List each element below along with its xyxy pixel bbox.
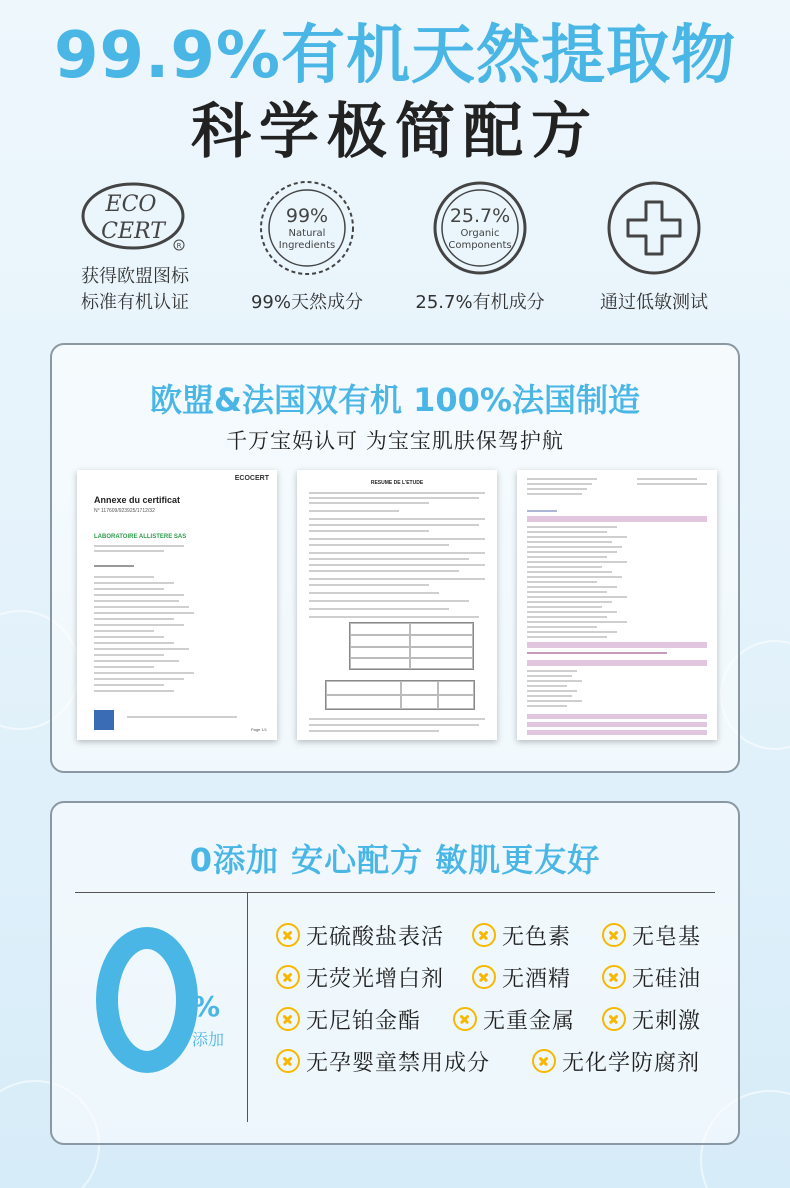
add-label: 添加	[192, 1030, 225, 1049]
certificate-subtitle: 千万宝妈认可 为宝宝肌肤保驾护航	[226, 429, 564, 453]
zero-additive-title: 0添加 安心配方 敏肌更友好	[189, 841, 601, 879]
no-icon	[602, 923, 626, 947]
no-icon	[532, 1049, 556, 1073]
feature-item: 无硫酸盐表活	[276, 917, 444, 953]
feature-item: 无尼铂金酯	[276, 1001, 421, 1037]
svg-text:ECO: ECO	[105, 192, 157, 217]
no-icon	[602, 965, 626, 989]
document-page: Page 1/1	[250, 727, 267, 732]
svg-text:0: 0	[146, 1000, 148, 1001]
badge-caption: 25.7%有机成分	[415, 292, 545, 313]
svg-text:99%: 99%	[285, 205, 329, 227]
document-title: RESUME DE L'ETUDE	[370, 480, 424, 486]
certificate-title: 欧盟&法国双有机 100%法国制造	[150, 381, 640, 419]
no-icon	[472, 965, 496, 989]
svg-text:Components: Components	[448, 240, 512, 251]
feature-item: 无化学防腐剂	[532, 1043, 700, 1079]
svg-text:Ingredients: Ingredients	[278, 240, 336, 251]
certificate-document-image	[77, 470, 277, 740]
feature-item: 无孕婴童禁用成分	[276, 1043, 490, 1079]
badge-natural	[222, 176, 392, 316]
badge-ecocert	[50, 176, 220, 316]
badge-caption: 获得欧盟图标 标准有机认证	[81, 266, 189, 313]
zero-number	[95, 925, 205, 1075]
percent-sign: %	[192, 990, 221, 1023]
feature-item: 无重金属	[453, 1001, 575, 1037]
feature-item: 无荧光增白剂	[276, 959, 444, 995]
no-icon	[276, 1007, 300, 1031]
badge-caption: 99%天然成分	[250, 292, 363, 313]
no-icon	[453, 1007, 477, 1031]
feature-item: 无刺激	[602, 1001, 701, 1037]
no-icon	[276, 1049, 300, 1073]
svg-text:25.7%: 25.7%	[449, 205, 511, 227]
ecocert-mini-logo: ECOCERT	[234, 475, 269, 482]
certificate-card	[50, 343, 740, 773]
feature-item: 无酒精	[472, 959, 571, 995]
badge-organic	[395, 176, 565, 316]
headline-formula: 科学极简配方	[191, 97, 599, 167]
no-icon	[276, 923, 300, 947]
document-title: Annexe du certificat	[94, 495, 181, 505]
no-icon	[472, 923, 496, 947]
ecocert-logo-icon	[79, 178, 191, 262]
document-lab: LABORATOIRE ALLISTERE SAS	[94, 534, 187, 540]
badge-hypoallergenic	[569, 176, 739, 316]
natural-ingredients-seal-icon	[257, 178, 357, 282]
divider-horizontal	[75, 892, 715, 893]
study-document-image	[297, 470, 497, 740]
svg-text:R: R	[176, 242, 182, 250]
badge-caption: 通过低敏测试	[600, 292, 708, 313]
headline-organic: 99.9%有机天然提取物	[53, 19, 737, 93]
cross-icon	[604, 178, 704, 282]
ingredients-document-image	[517, 470, 717, 740]
no-icon	[276, 965, 300, 989]
organic-components-seal-icon	[430, 178, 530, 282]
certification-badges	[0, 176, 790, 316]
svg-text:CERT: CERT	[101, 219, 165, 244]
document-number: N° 117609/923925/1712/32	[94, 508, 155, 514]
feature-item: 无皂基	[602, 917, 701, 953]
svg-text:Natural: Natural	[288, 228, 326, 239]
svg-text:Organic: Organic	[460, 228, 500, 239]
feature-item: 无色素	[472, 917, 571, 953]
feature-item: 无硅油	[602, 959, 701, 995]
divider-vertical	[247, 892, 248, 1122]
no-icon	[602, 1007, 626, 1031]
